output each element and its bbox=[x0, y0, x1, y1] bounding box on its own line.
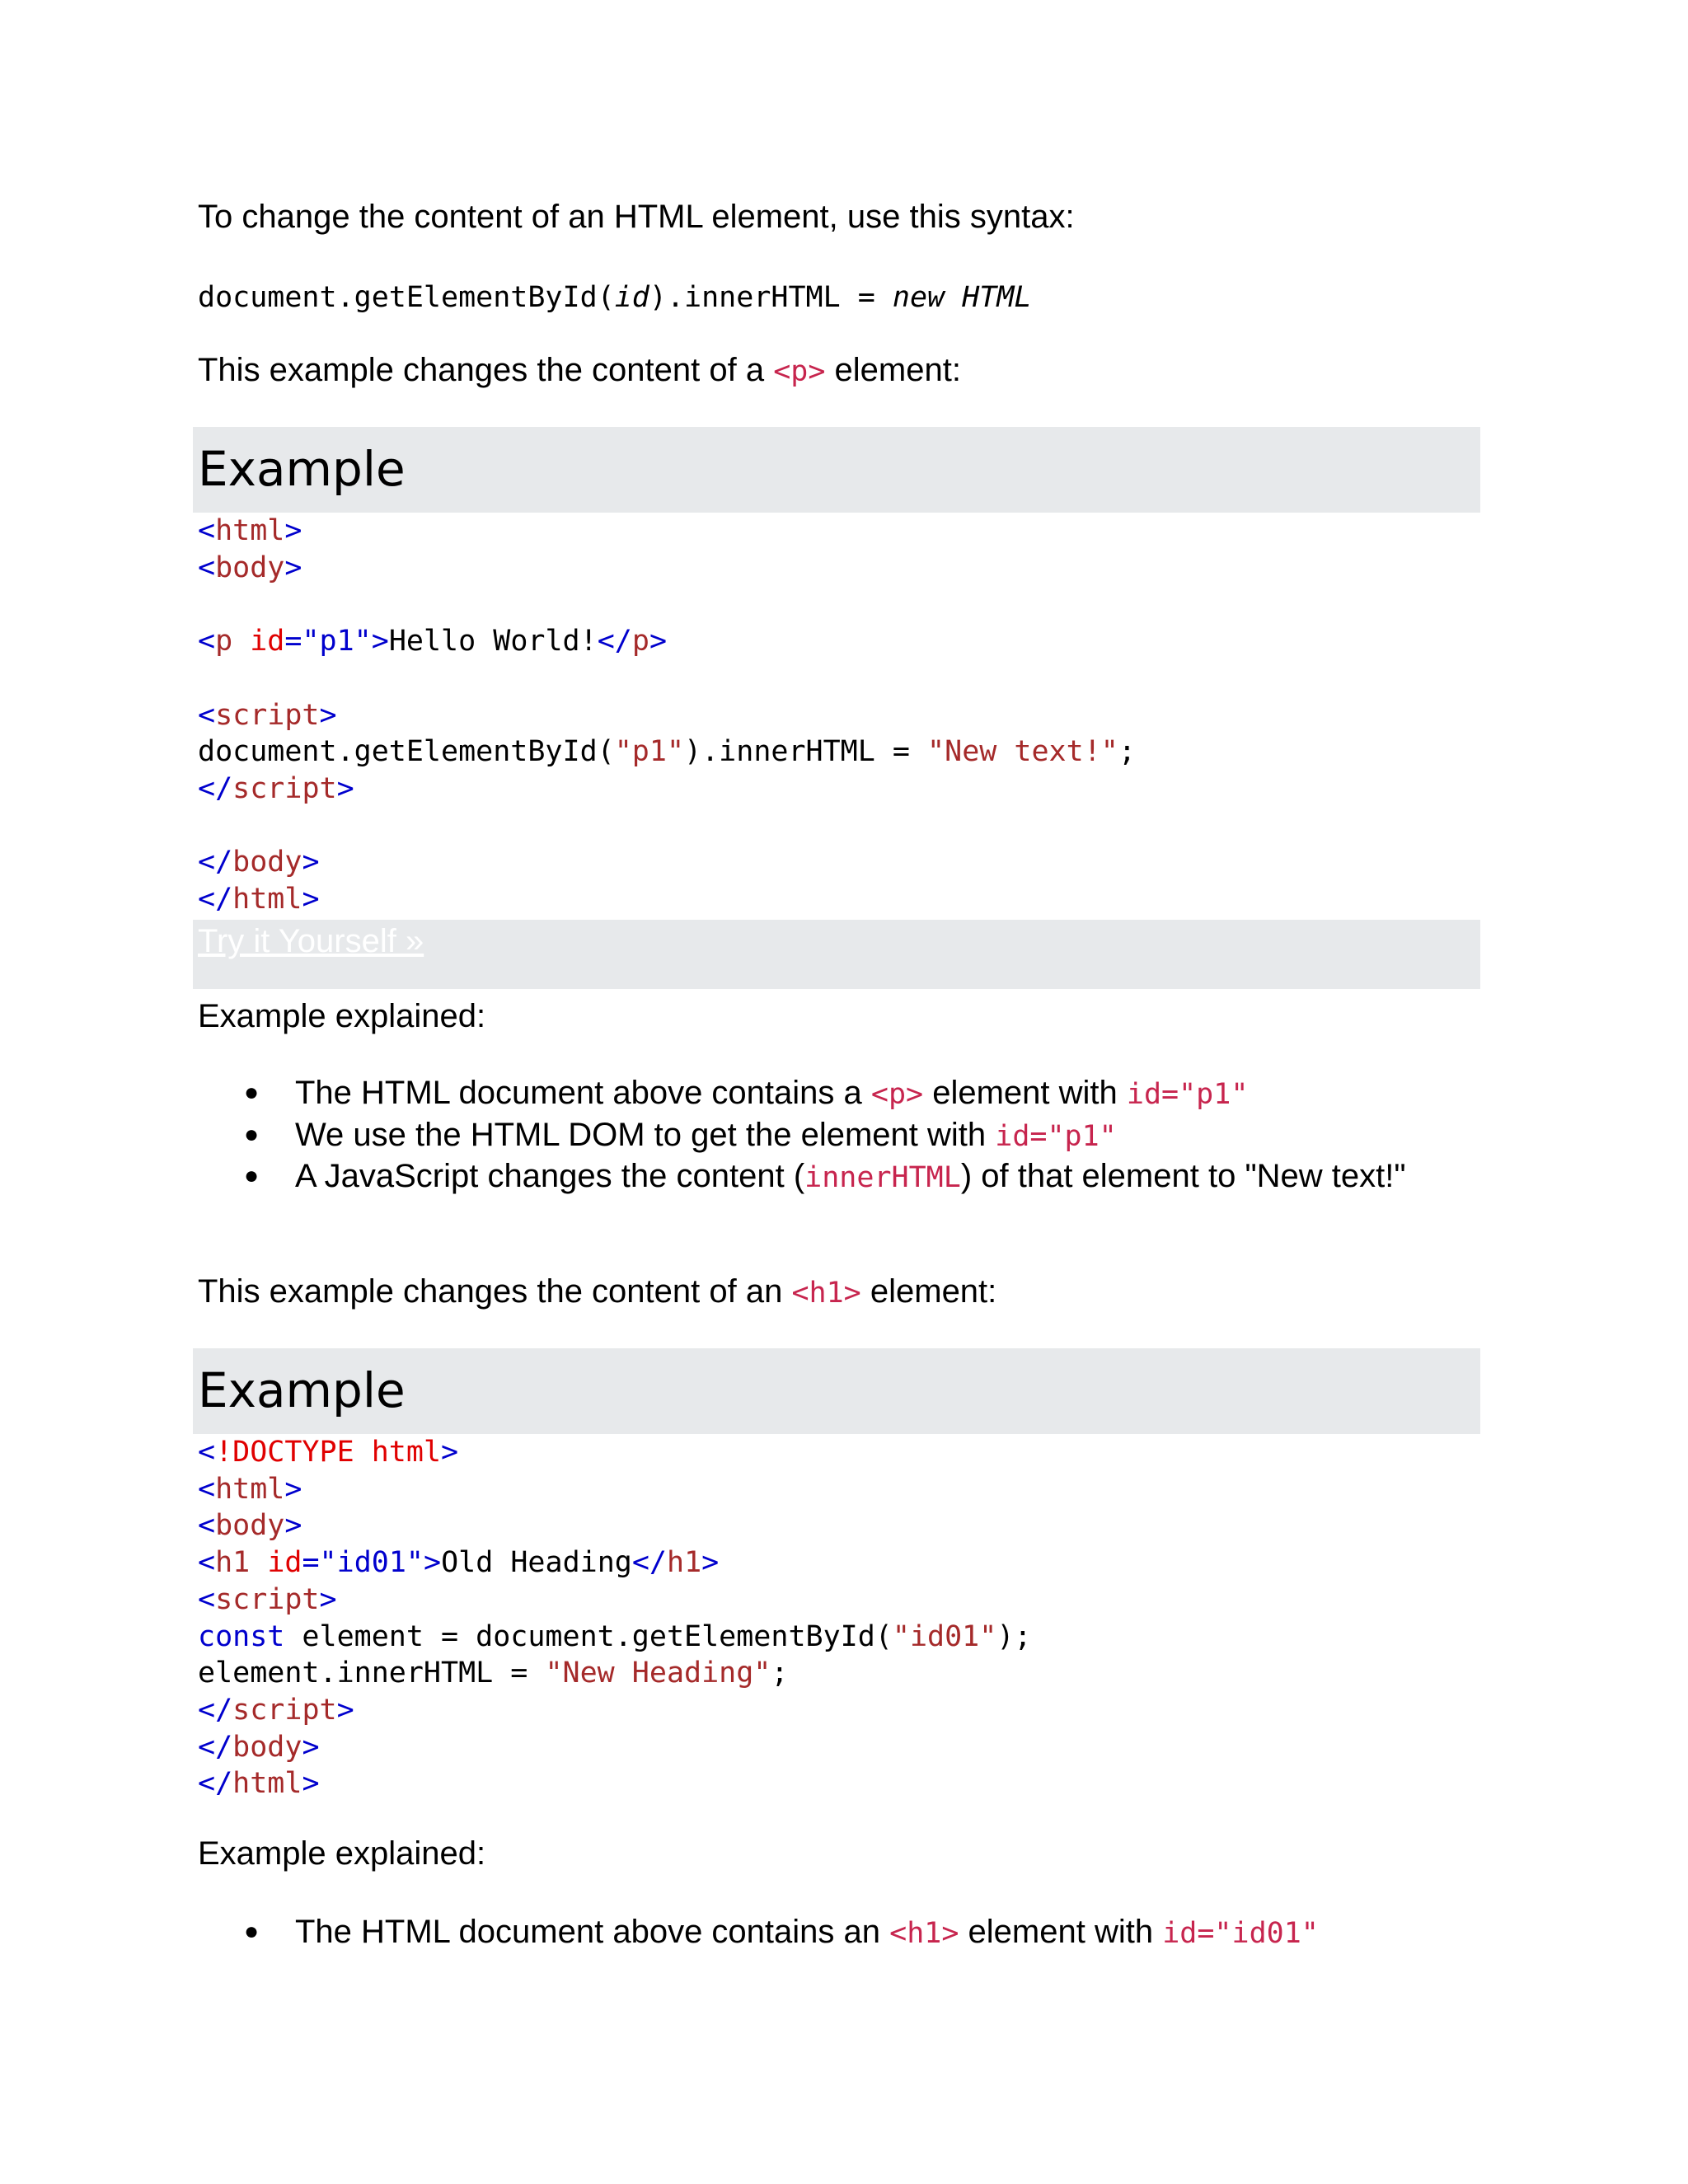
example2-explained-label: Example explained: bbox=[198, 1835, 486, 1872]
example1-lead: This example changes the content of a <p> element: bbox=[198, 352, 961, 388]
example1-explanation-list bbox=[0, 1073, 1416, 1198]
list-item: ● We use the HTML DOM to get the element with id="p1" bbox=[0, 1115, 1416, 1157]
list-item: ● A JavaScript changes the content (innerHTML) of that element to "New text!" bbox=[0, 1156, 1416, 1198]
code-line: </html> bbox=[198, 1767, 320, 1801]
code-line: <body> bbox=[198, 1509, 302, 1543]
code-line: </body> bbox=[198, 846, 320, 879]
list-item: ● The HTML document above contains a <p> element with id="p1" bbox=[0, 1073, 1416, 1115]
code-line: const element = document.getElementById("id01"); bbox=[198, 1619, 1032, 1653]
code-line-empty bbox=[198, 660, 1136, 697]
example2-header bbox=[193, 1348, 1480, 1434]
example2-explanation-list bbox=[0, 1912, 1416, 1954]
try-it-bar bbox=[193, 920, 1480, 989]
code-line: <!DOCTYPE html> bbox=[198, 1436, 459, 1469]
code-line: </html> bbox=[198, 883, 320, 916]
code-line: <html> bbox=[198, 514, 302, 547]
code-line: </script> bbox=[198, 771, 354, 805]
syntax-line: document.getElementById(id).innerHTML = new HTML bbox=[198, 281, 1032, 314]
code-line: <script> bbox=[198, 1582, 337, 1616]
code-line: element.innerHTML = "New Heading"; bbox=[198, 1657, 789, 1690]
example1-explained-label: Example explained: bbox=[198, 998, 486, 1034]
bullet-icon: ● bbox=[244, 1162, 260, 1189]
example1-title: Example bbox=[198, 441, 406, 497]
example2-code-block bbox=[198, 1434, 1031, 1802]
code-line: <h1 id="id01">Old Heading</h1> bbox=[198, 1546, 720, 1580]
intro-text: To change the content of an HTML element, use this syntax: bbox=[198, 199, 1075, 235]
bullet-icon: ● bbox=[244, 1120, 260, 1148]
code-line: </body> bbox=[198, 1730, 320, 1764]
code-line: </script> bbox=[198, 1693, 354, 1727]
bullet-icon: ● bbox=[244, 1918, 260, 1945]
code-line-empty bbox=[198, 586, 1136, 623]
code-line: <body> bbox=[198, 551, 302, 584]
list-item: ● The HTML document above contains an <h1> element with id="id01" bbox=[0, 1912, 1416, 1954]
example2-title: Example bbox=[198, 1362, 406, 1418]
example2-lead: This example changes the content of an <h1> element: bbox=[198, 1273, 997, 1310]
bullet-icon: ● bbox=[244, 1079, 260, 1106]
code-line: <p id="p1">Hello World!</p> bbox=[198, 625, 668, 658]
code-line: <script> bbox=[198, 698, 337, 732]
code-line: document.getElementById("p1").innerHTML = "New text!"; bbox=[198, 735, 1136, 769]
code-line: <html> bbox=[198, 1472, 302, 1506]
code-line-empty bbox=[198, 808, 1136, 845]
example1-code-block bbox=[198, 513, 1136, 918]
try-it-yourself-link[interactable]: Try it Yourself » bbox=[198, 923, 424, 959]
example1-header bbox=[193, 427, 1480, 513]
